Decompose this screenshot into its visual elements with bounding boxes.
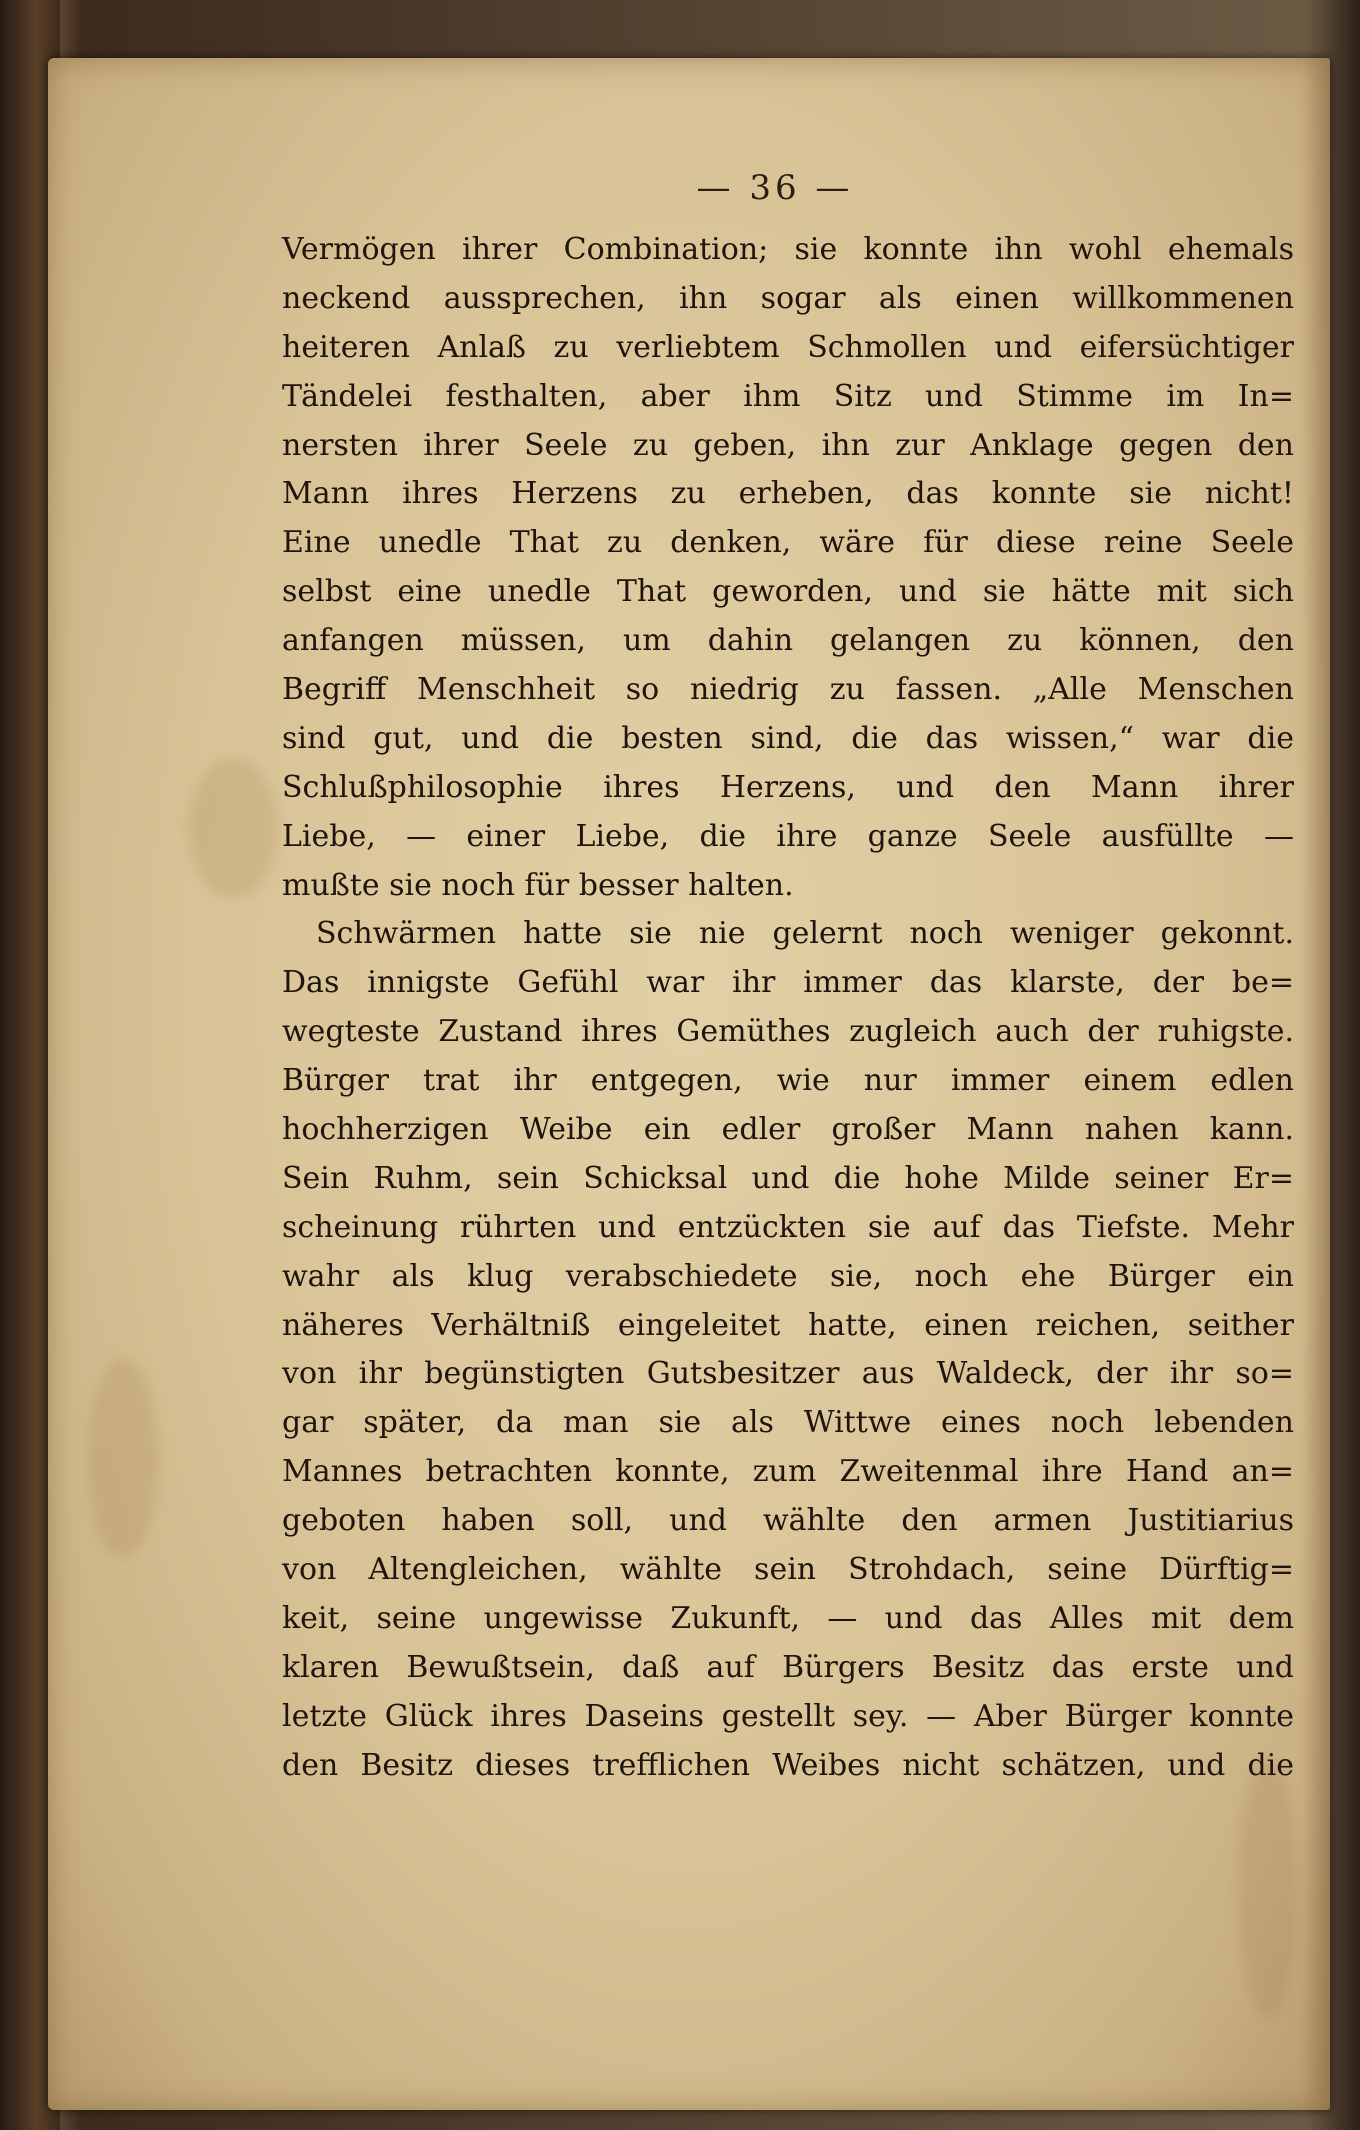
text-line: hochherzigen Weibe ein edler großer Mann nahen kann. bbox=[282, 1112, 1294, 1148]
text-line: Schwärmen hatte sie nie gelernt noch weniger gekonnt. bbox=[316, 916, 1294, 952]
text-line: gar später, da man sie als Wittwe eines noch lebenden bbox=[282, 1405, 1294, 1441]
paragraph-1 bbox=[282, 226, 1294, 910]
text-line: mußte sie noch für besser halten. bbox=[282, 867, 794, 903]
text-line: nersten ihrer Seele zu geben, ihn zur Anklage gegen den bbox=[282, 427, 1294, 463]
text-line: wahr als klug verabschiedete sie, noch ehe Bürger ein bbox=[282, 1258, 1294, 1294]
text-line: heiteren Anlaß zu verliebtem Schmollen und eifersüchtiger bbox=[282, 329, 1294, 365]
text-line: selbst eine unedle That geworden, und sie hätte mit sich bbox=[282, 574, 1294, 610]
paper-stain bbox=[88, 1358, 158, 1558]
text-line: scheinung rührten und entzückten sie auf das Tiefste. Mehr bbox=[282, 1209, 1294, 1245]
text-line: Vermögen ihrer Combination; sie konnte ihn wohl ehemals bbox=[282, 232, 1294, 267]
text-line: Mann ihres Herzens zu erheben, das konnte sie nicht! bbox=[282, 476, 1294, 512]
text-line: näheres Verhältniß eingeleitet hatte, einen reichen, seither bbox=[282, 1307, 1294, 1343]
text-line: neckend aussprechen, ihn sogar als einen willkommenen bbox=[282, 280, 1294, 316]
text-line: anfangen müssen, um dahin gelangen zu können, den bbox=[282, 623, 1294, 659]
paper-stain bbox=[188, 758, 278, 898]
paragraph-2 bbox=[282, 910, 1294, 1790]
text-line: Sein Ruhm, sein Schicksal und die hohe Milde seiner Er= bbox=[282, 1160, 1294, 1196]
text-line: den Besitz dieses trefflichen Weibes nicht schätzen, und die bbox=[282, 1747, 1294, 1783]
text-line: sind gut, und die besten sind, die das wissen,“ war die bbox=[282, 720, 1294, 756]
text-line: Das innigste Gefühl war ihr immer das klarste, der be= bbox=[282, 965, 1294, 1001]
body-text bbox=[282, 226, 1294, 1791]
text-line: Bürger trat ihr entgegen, wie nur immer einem edlen bbox=[282, 1063, 1294, 1099]
paper-stain bbox=[1238, 1758, 1298, 2018]
page-edge-shadow bbox=[1302, 58, 1330, 2110]
text-line: Tändelei festhalten, aber ihm Sitz und Stimme im In= bbox=[282, 378, 1294, 414]
text-line: letzte Glück ihres Daseins gestellt sey. — Aber Bürger konnte bbox=[282, 1698, 1294, 1734]
text-line: von Altengleichen, wählte sein Strohdach, seine Dürftig= bbox=[282, 1552, 1294, 1588]
text-line: keit, seine ungewisse Zukunft, — und das Alles mit dem bbox=[282, 1600, 1294, 1636]
text-line: wegteste Zustand ihres Gemüthes zugleich auch der ruhigste. bbox=[282, 1014, 1294, 1050]
text-line: Mannes betrachten konnte, zum Zweitenmal ihre Hand an= bbox=[282, 1454, 1294, 1490]
page-number: — 36 — bbox=[696, 168, 854, 208]
text-line: Schlußphilosophie ihres Herzens, und den Mann ihrer bbox=[282, 769, 1294, 805]
text-line: von ihr begünstigten Gutsbesitzer aus Waldeck, der ihr so= bbox=[282, 1356, 1294, 1392]
text-line: Liebe, — einer Liebe, die ihre ganze Seele ausfüllte — bbox=[282, 818, 1294, 854]
text-line: Begriff Menschheit so niedrig zu fassen. „Alle Menschen bbox=[282, 672, 1294, 708]
text-line: Eine unedle That zu denken, wäre für diese reine Seele bbox=[282, 525, 1294, 561]
text-line: geboten haben soll, und wählte den armen Justitiarius bbox=[282, 1503, 1294, 1539]
text-line: klaren Bewußtsein, daß auf Bürgers Besitz das erste und bbox=[282, 1649, 1294, 1685]
